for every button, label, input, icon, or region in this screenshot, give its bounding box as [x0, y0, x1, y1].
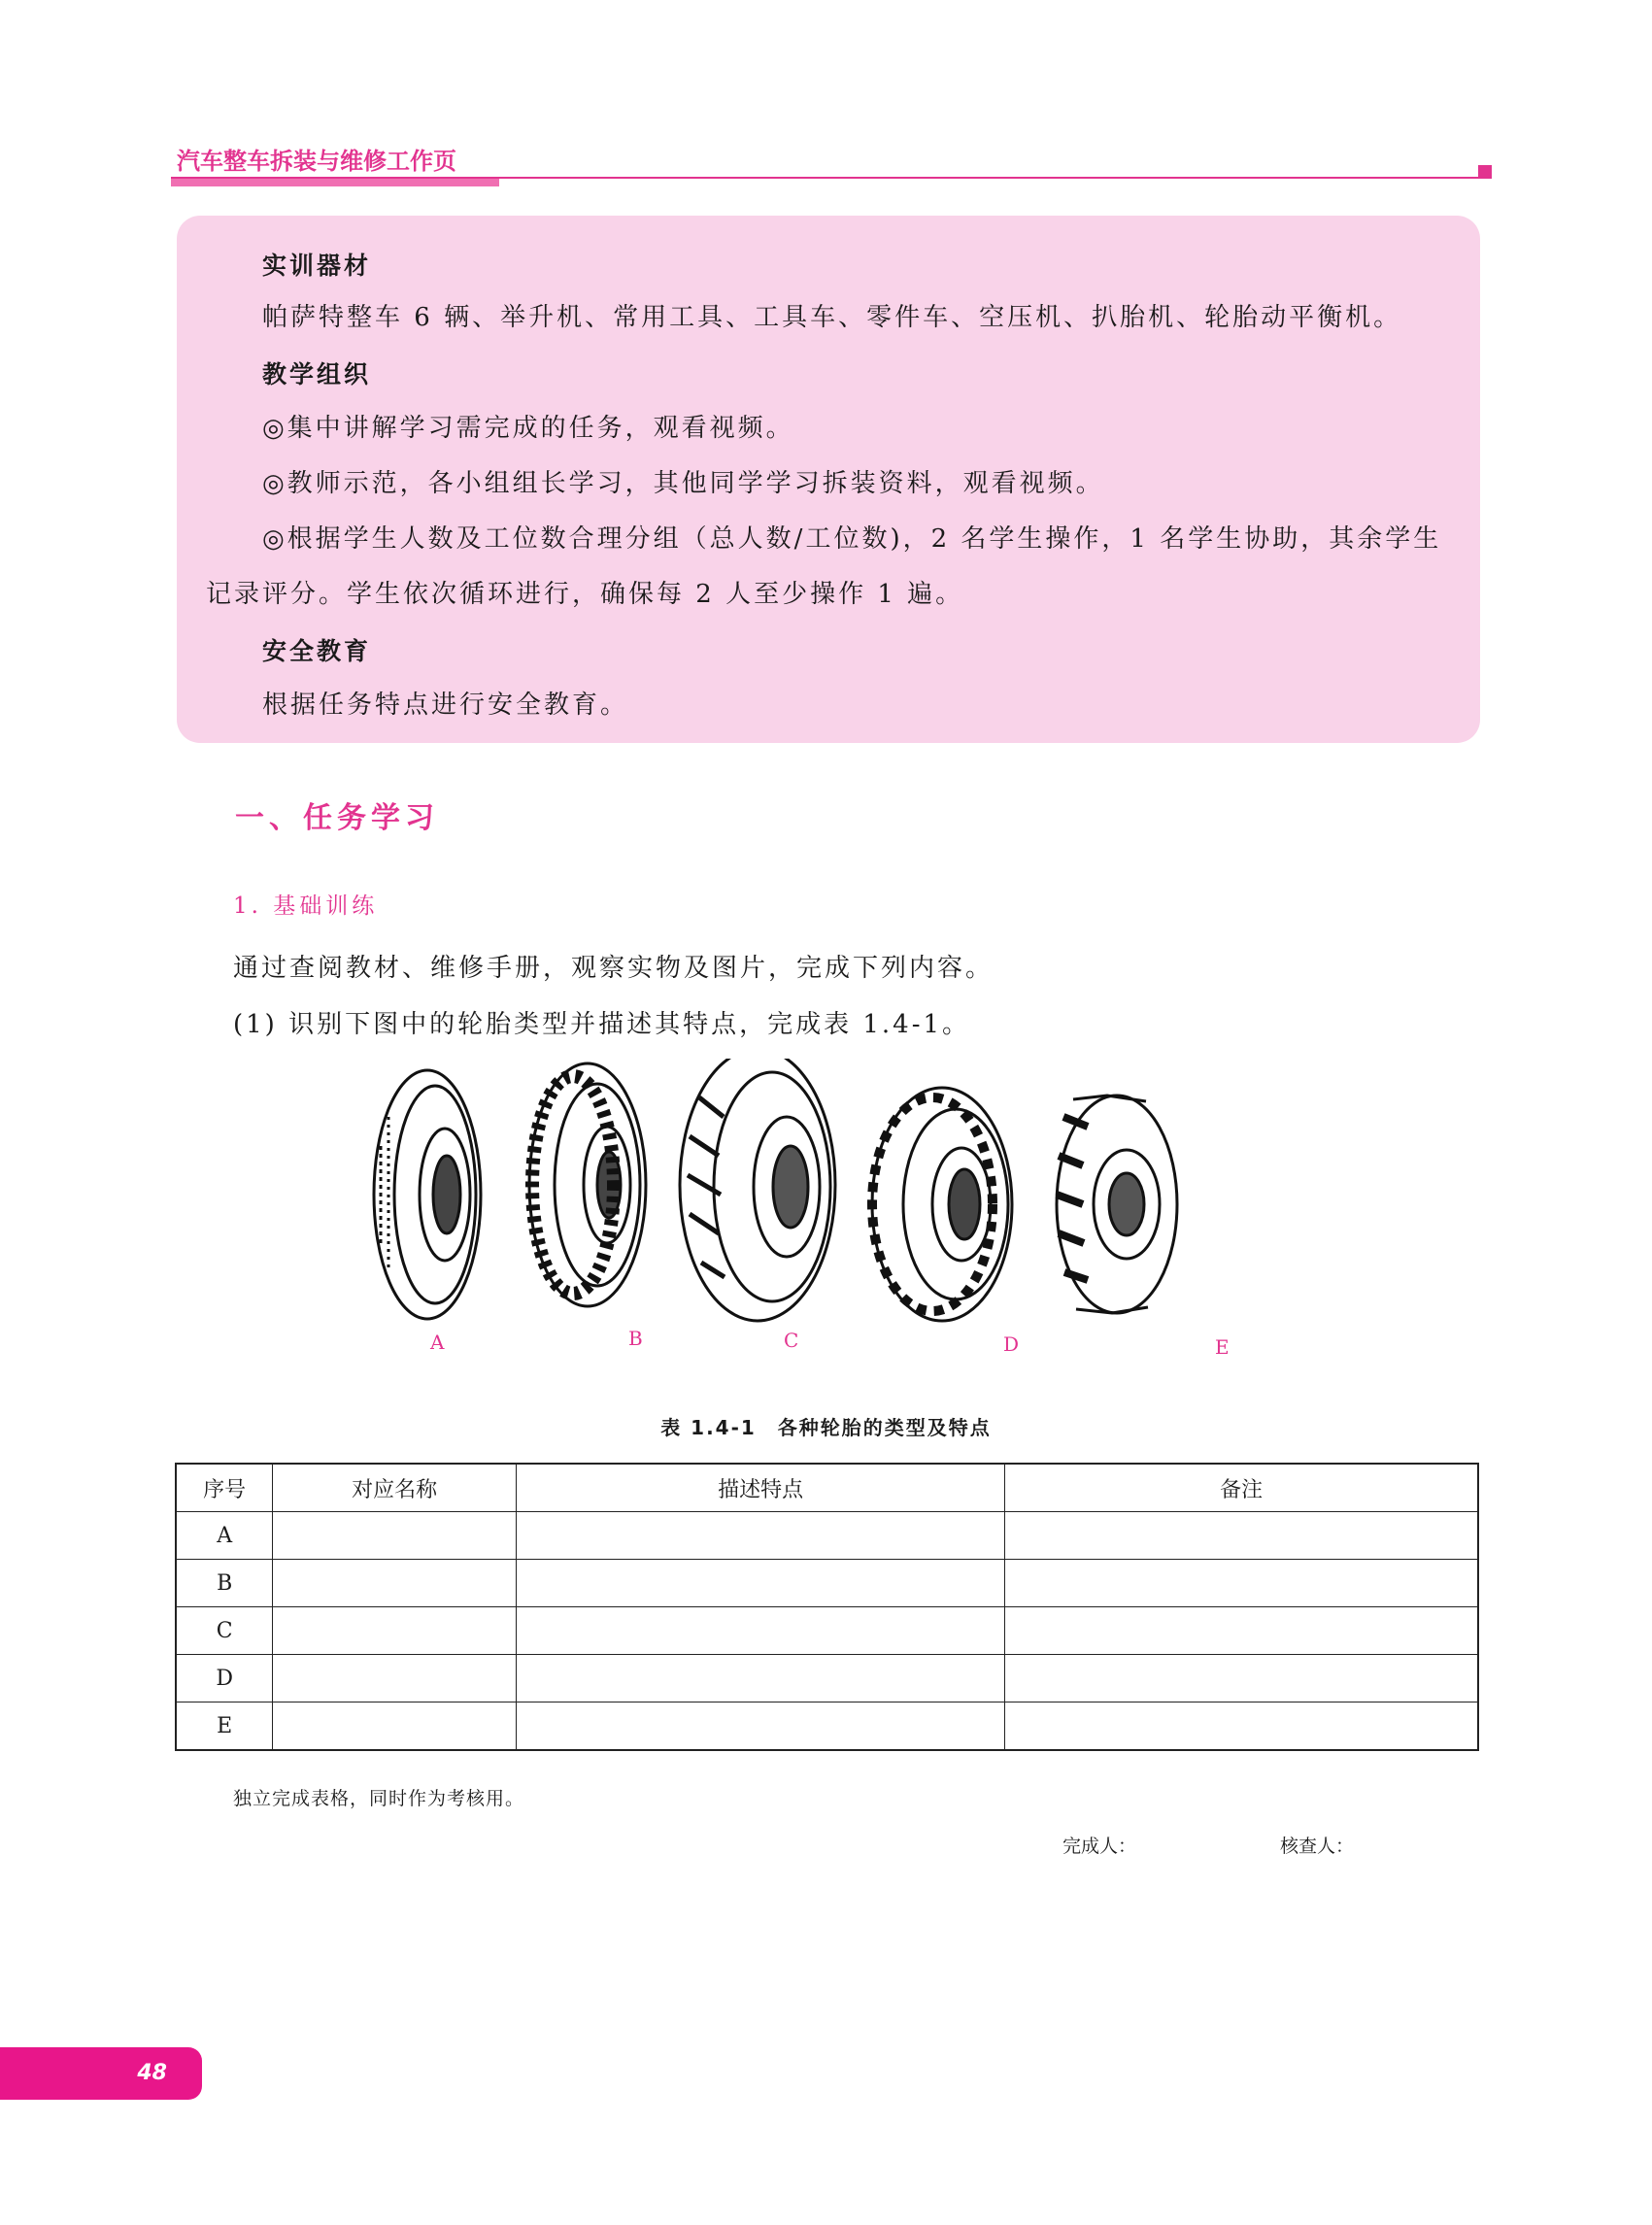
checker-label: 核查人：	[1280, 1836, 1355, 1857]
completion-note: 独立完成表格，同时作为考核用。	[233, 1788, 525, 1809]
row-index-cell: C	[176, 1607, 273, 1655]
column-header-remarks: 备注	[1005, 1464, 1478, 1512]
tire-b-illustration	[529, 1063, 646, 1306]
table-header-row	[176, 1464, 1478, 1512]
column-header-features: 描述特点	[517, 1464, 1005, 1512]
features-input-cell[interactable]	[517, 1607, 1005, 1655]
page-number: 48	[137, 2061, 167, 2085]
equipment-heading: 实训器材	[262, 252, 372, 280]
tire-c-illustration	[680, 1059, 835, 1321]
completer-label: 完成人：	[1062, 1836, 1137, 1857]
table-caption: 表 1.4-1 各种轮胎的类型及特点	[660, 1416, 992, 1439]
tire-d-illustration	[872, 1088, 1012, 1321]
name-input-cell[interactable]	[273, 1512, 517, 1560]
organization-item: 记录评分。学生依次循环进行，确保每 2 人至少操作 1 遍。	[206, 580, 964, 609]
safety-text: 根据任务特点进行安全教育。	[262, 691, 629, 720]
intro-text: 通过查阅教材、维修手册，观察实物及图片，完成下列内容。	[233, 954, 995, 983]
remarks-input-cell[interactable]	[1005, 1607, 1478, 1655]
tire-label-c: C	[784, 1329, 799, 1352]
table-row	[176, 1607, 1478, 1655]
name-input-cell[interactable]	[273, 1560, 517, 1607]
table-row	[176, 1560, 1478, 1607]
column-header-name: 对应名称	[273, 1464, 517, 1512]
row-index-cell: E	[176, 1702, 273, 1751]
organization-item: ◎根据学生人数及工位数合理分组（总人数/工位数)，2 名学生操作，1 名学生协助，其余学生	[262, 524, 1442, 554]
running-header-title: 汽车整车拆装与维修工作页	[177, 148, 456, 175]
tire-types-table	[175, 1463, 1479, 1751]
question-text: (1) 识别下图中的轮胎类型并描述其特点，完成表 1.4-1。	[233, 1010, 971, 1039]
remarks-input-cell[interactable]	[1005, 1702, 1478, 1751]
header-square-marker	[1478, 165, 1492, 179]
organization-heading: 教学组织	[262, 360, 372, 388]
table-row	[176, 1702, 1478, 1751]
organization-item: ◎教师示范，各小组组长学习，其他同学学习拆装资料，观看视频。	[262, 469, 1104, 498]
tire-label-a: A	[430, 1331, 445, 1354]
features-input-cell[interactable]	[517, 1702, 1005, 1751]
section-title: 一、任务学习	[235, 801, 439, 835]
tire-e-illustration	[1057, 1096, 1177, 1313]
table-row	[176, 1512, 1478, 1560]
equipment-text: 帕萨特整车 6 辆、举升机、常用工具、工具车、零件车、空压机、扒胎机、轮胎动平衡机。	[262, 303, 1402, 332]
tire-label-b: B	[628, 1327, 643, 1350]
row-index-cell: D	[176, 1655, 273, 1702]
table-row	[176, 1655, 1478, 1702]
tire-label-e: E	[1215, 1335, 1230, 1359]
remarks-input-cell[interactable]	[1005, 1560, 1478, 1607]
tire-types-figure	[350, 1059, 1301, 1360]
column-header-index: 序号	[176, 1464, 273, 1512]
remarks-input-cell[interactable]	[1005, 1655, 1478, 1702]
features-input-cell[interactable]	[517, 1655, 1005, 1702]
tire-label-d: D	[1003, 1332, 1020, 1356]
name-input-cell[interactable]	[273, 1655, 517, 1702]
safety-heading: 安全教育	[262, 637, 372, 665]
subsection-title: 1. 基础训练	[233, 893, 379, 919]
remarks-input-cell[interactable]	[1005, 1512, 1478, 1560]
header-rule	[171, 177, 1478, 179]
header-accent-bar	[171, 178, 499, 186]
row-index-cell: B	[176, 1560, 273, 1607]
tire-a-illustration	[374, 1070, 481, 1319]
name-input-cell[interactable]	[273, 1702, 517, 1751]
features-input-cell[interactable]	[517, 1560, 1005, 1607]
name-input-cell[interactable]	[273, 1607, 517, 1655]
row-index-cell: A	[176, 1512, 273, 1560]
features-input-cell[interactable]	[517, 1512, 1005, 1560]
organization-item: ◎集中讲解学习需完成的任务，观看视频。	[262, 414, 794, 443]
